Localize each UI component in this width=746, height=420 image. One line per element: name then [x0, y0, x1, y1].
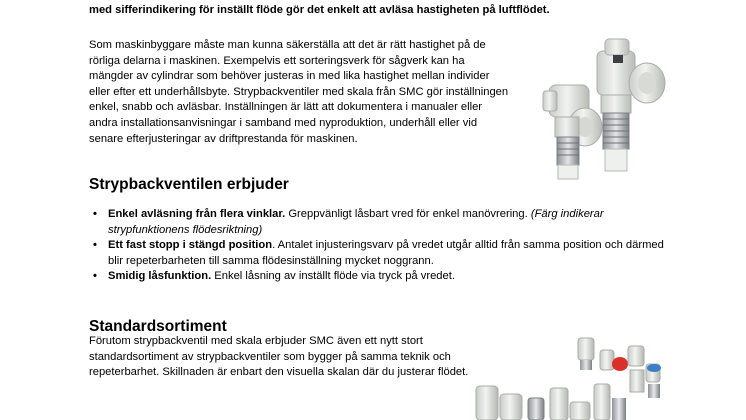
lead-text: med sifferindikering för inställt flöde gör det enkelt att avläsa hastigheten på luftflödet. — [89, 4, 550, 16]
standard-assortment-image — [470, 328, 670, 420]
standard-paragraph: Förutom strypbackventil med skala erbjuder SMC även ett nytt stort standardsortiment av strypbackventiler som bygger på samma teknik och repeterbarhet. Skillnaden är enbart den visuella skalan där du justerar flödet. — [89, 335, 469, 379]
bullet-italic: (Färg indikerar strypfunktionens flödesriktning) — [108, 208, 604, 236]
speed-controller-image — [535, 35, 675, 185]
bullet-text: . Antalet injusteringsvarv på vredet utgår alltid från samma position och därmed blir repeterbarheten till samma flödesinställning mycket noggrann. — [108, 239, 664, 267]
bullet-bold: Enkel avläsning från flera vinklar. — [108, 208, 286, 220]
intro-paragraph: Som maskinbyggare måste man kunna säkerställa att det är rätt hastighet på de rörliga delarna i maskinen. Exempelvis ett sorteringsverk för sågverk kan ha mängder av cylindrar som behöver justeras in med lika hastighet mellan individer eller efter ett underhållsbyte. Strypbackventiler med skala från SMC gör inställningen enkel, snabb och avläsbar. Inställningen är lätt att dokumentera i manualer eller andra installationsanvisningar i samband med nyproduktion, underhåll eller vid senare efterjusteringar av driftprestanda för maskinen. — [89, 39, 509, 145]
list-item — [89, 207, 679, 238]
offers-list — [89, 207, 679, 285]
list-item — [89, 238, 679, 269]
standard-heading: Standardsortiment — [89, 318, 227, 335]
list-item — [89, 269, 679, 285]
bullet-bold: Smidig låsfunktion. — [108, 270, 212, 283]
bullet-bold: Ett fast stopp i stängd position — [108, 239, 273, 252]
bullet-text: Enkel låsning av inställt flöde via tryck på vredet. — [211, 270, 455, 283]
offers-heading: Strypbackventilen erbjuder — [89, 176, 289, 193]
bullet-text: Greppvänligt låsbart vred för enkel manövrering. — [285, 208, 531, 220]
